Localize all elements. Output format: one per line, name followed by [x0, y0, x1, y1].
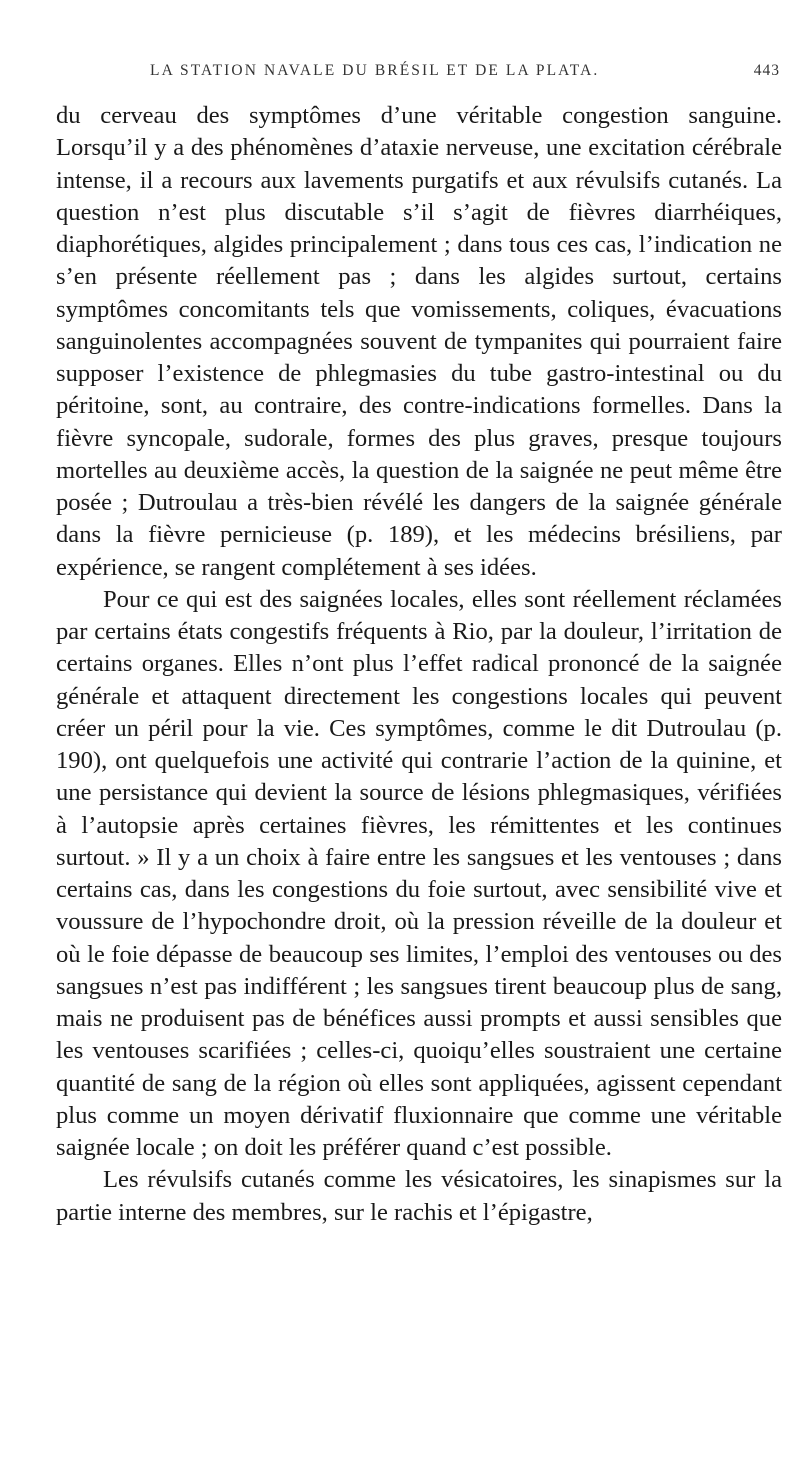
page-number: 443 [753, 62, 780, 79]
running-title: LA STATION NAVALE DU BRÉSIL ET DE LA PLATA. [150, 62, 600, 79]
running-header [150, 62, 780, 84]
body-text [56, 100, 782, 1229]
paragraph-2: Pour ce qui est des saignées locales, elles sont réellement réclamées par certains états congestifs fréquents à Rio, par la douleur, l’irritation de certains organes. Elles n’ont plus l’effet radical prononcé de la saignée générale et attaquent directement les congestions locales qui peuvent créer un péril pour la vie. Ces symptômes, comme le dit Dutroulau (p. 190), ont quelquefois une activité qui contrarie l’action de la quinine, et une persistance qui devient la source de lésions phlegmasiques, vérifiées à l’autopsie après certaines fièvres, les rémittentes et les continues surtout. » Il y a un choix à faire entre les sangsues et les ventouses ; dans certains cas, dans les congestions du foie surtout, avec sensibilité vive et voussure de l’hypochondre droit, où la pression réveille de la douleur et où le foie dépasse de beaucoup ses limites, l’emploi des ventouses ou des sangsues n’est pas indifférent ; les sangsues tirent beaucoup plus de sang, mais ne produisent pas de bénéfices aussi prompts et aussi sensibles que les ventouses scarifiées ; celles-ci, quoiqu’elles soustraient une certaine quantité de sang de la région où elles sont appliquées, agissent cependant plus comme un moyen dérivatif fluxionnaire que comme une véritable saignée locale ; on doit les préférer quand c’est possible. [56, 585, 782, 1161]
paragraph-1: du cerveau des symptômes d’une véritable congestion sanguine. Lorsqu’il y a des phénomènes d’ataxie nerveuse, une excitation cérébrale intense, il a recours aux lavements purgatifs et aux révulsifs cutanés. La question n’est plus discutable s’il s’agit de fièvres diarrhéiques, diaphorétiques, algides principalement ; dans tous ces cas, l’indication ne s’en présente réellement pas ; dans les algides surtout, certains symptômes concomitants tels que vomissements, coliques, évacuations sanguinolentes accompagnées souvent de tympanites qui pourraient faire supposer l’existence de phlegmasies du tube gastro-intestinal ou du péritoine, sont, au contraire, des contre-indications formelles. Dans la fièvre syncopale, sudorale, formes des plus graves, presque toujours mortelles au deuxième accès, la question de la saignée ne peut même être posée ; Dutroulau a très-bien révélé les dangers de la saignée générale dans la fièvre pernicieuse (p. 189), et les médecins brésiliens, par expérience, se rangent complétement à ses idées. [56, 102, 782, 581]
paragraph-3: Les révulsifs cutanés comme les vésicatoires, les sinapismes sur la partie interne des membres, sur le rachis et l’épigastre, [56, 1166, 782, 1226]
